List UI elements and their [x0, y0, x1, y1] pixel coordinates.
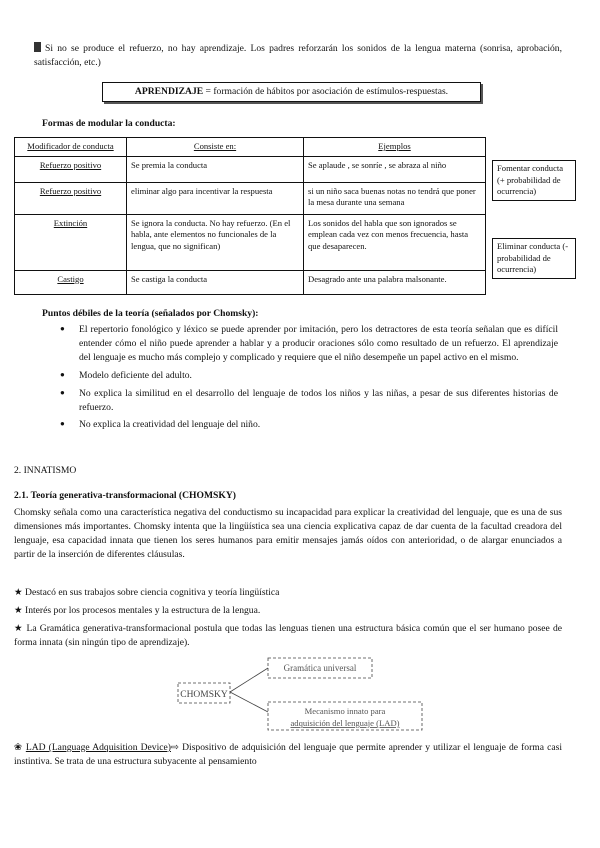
row1-ejemplo: Se aplaude , se sonríe , se abraza al niño: [304, 156, 486, 182]
side-note-fomentar: Fomentar conducta (+ probabilidad de ocurrencia): [492, 160, 576, 201]
header-ejemplos: Ejemplos: [304, 138, 486, 157]
star-icon: ★: [14, 623, 24, 634]
star-item: ★ Interés por los procesos mentales y la estructura de la lengua.: [14, 605, 261, 616]
formas-title: Formas de modular la conducta:: [42, 118, 176, 129]
definition-term: APRENDIZAJE: [134, 86, 204, 97]
weak-points-list: [60, 323, 558, 436]
row4-consiste: Se castiga la conducta: [127, 270, 304, 294]
row1-mod: Refuerzo positivo: [15, 156, 127, 182]
row2-consiste: eliminar algo para incentivar la respuesta: [127, 182, 304, 214]
table-row: [15, 214, 486, 270]
row2-mod: Refuerzo positivo: [15, 182, 127, 214]
table-row: [15, 270, 486, 294]
hand-point-icon: [34, 42, 41, 52]
arrow-icon: ⇨: [170, 742, 180, 753]
list-item: ● No explica la creatividad del lenguaje del niño.: [60, 418, 558, 432]
list-item: ● No explica la similitud en el desarrollo del lenguaje de todos los niños y las niñas, a pesar de sus diferentes historias de refuerzo.: [60, 387, 558, 415]
puntos-title: Puntos débiles de la teoría (señalados por Chomsky):: [42, 308, 259, 319]
lad-term: LAD (Language Adquisition Device): [25, 742, 171, 753]
definition-box: [102, 82, 481, 102]
diagram-child1: Gramática universal: [283, 663, 357, 673]
definition-text: = formación de hábitos por asociación de estímulos-respuestas.: [203, 86, 449, 97]
diagram-connector: [230, 668, 268, 692]
star-item: ★ La Gramática generativa-transformacional postula que todas las lenguas tienen una estructura básica común que el ser humano posee de forma innata (sin ningún tipo de aprendizaje).: [14, 623, 562, 648]
header-modificador: Modificador de conducta: [15, 138, 127, 157]
side-note-eliminar: Eliminar conducta (- probabilidad de ocurrencia): [492, 238, 576, 279]
star-icon: ★: [14, 587, 23, 598]
row2-ejemplo: si un niño saca buenas notas no tendrá que poner la mesa durante una semana: [304, 182, 486, 214]
star-icon: ★: [14, 605, 23, 616]
diagram-child2-line1: Mecanismo innato para: [304, 706, 386, 716]
row3-ejemplo: Los sonidos del habla que son ignorados se emplean cada vez con menos frecuencia, hasta que desaparecen.: [304, 214, 486, 270]
list-item: ● El repertorio fonológico y léxico se puede aprender por imitación, pero los detractores de esta teoría señalan que es difícil entender cómo el niño puede aprender a hablar y a producir oraciones sólo como resultado de un refuerzo. El aprendizaje del lenguaje es mucho más complejo y complicado y requiere que el niño desempeñe un papel activo en el mismo.: [60, 323, 558, 365]
list-item: ● Modelo deficiente del adulto.: [60, 369, 558, 383]
table-row: [15, 156, 486, 182]
flower-icon: ❀: [14, 742, 23, 753]
row4-ejemplo: Desagrado ante una palabra malsonante.: [304, 270, 486, 294]
section-heading-innatismo: 2. INNATISMO: [14, 465, 77, 476]
table-header-row: [15, 138, 486, 157]
diagram-connector: [230, 692, 268, 712]
chomsky-diagram: [176, 654, 436, 734]
diagram-root: CHOMSKY: [180, 690, 228, 700]
row1-consiste: Se premia la conducta: [127, 156, 304, 182]
section-heading-chomsky: 2.1. Teoría generativa-transformacional (CHOMSKY): [14, 490, 236, 501]
conduct-table: [14, 137, 486, 295]
row3-consiste: Se ignora la conducta. No hay refuerzo. (En el habla, ante elementos no funcionales de la lengua, que no significan): [127, 214, 304, 270]
row3-mod: Extinción: [15, 214, 127, 270]
diagram-child2-line2: adquisición del lenguaje (LAD): [290, 718, 400, 728]
intro-paragraph: [34, 42, 562, 70]
lad-paragraph: [14, 741, 562, 769]
intro-text: Si no se produce el refuerzo, no hay aprendizaje. Los padres reforzarán los sonidos de la lengua materna (sonrisa, aprobación, satisfacción, etc.): [34, 43, 562, 68]
row4-mod: Castigo: [15, 270, 127, 294]
chomsky-paragraph: Chomsky señala como una característica negativa del conductismo su incapacidad para explicar la creatividad del lenguaje, que es una de sus dimensiones más importantes. Chomsky intenta que la lingüística sea una ciencia explicativa capaz de dar cuenta de la facultad creadora del lenguaje, esa capacidad innata que tienen los seres humanos para emitir mensajes jamás oídos con anterioridad, o de alargar enunciados a partir de la inserción de diferentes cláusulas.: [14, 507, 562, 560]
table-row: [15, 182, 486, 214]
header-consiste: Consiste en:: [127, 138, 304, 157]
lad-text: Dispositivo de adquisición del lenguaje que permite aprender y utilizar el lenguaje de forma casi instintiva. Se trata de una estructura subyacente al pensamiento: [14, 742, 562, 767]
star-item: ★ Destacó en sus trabajos sobre ciencia cognitiva y teoría lingüística: [14, 587, 280, 598]
